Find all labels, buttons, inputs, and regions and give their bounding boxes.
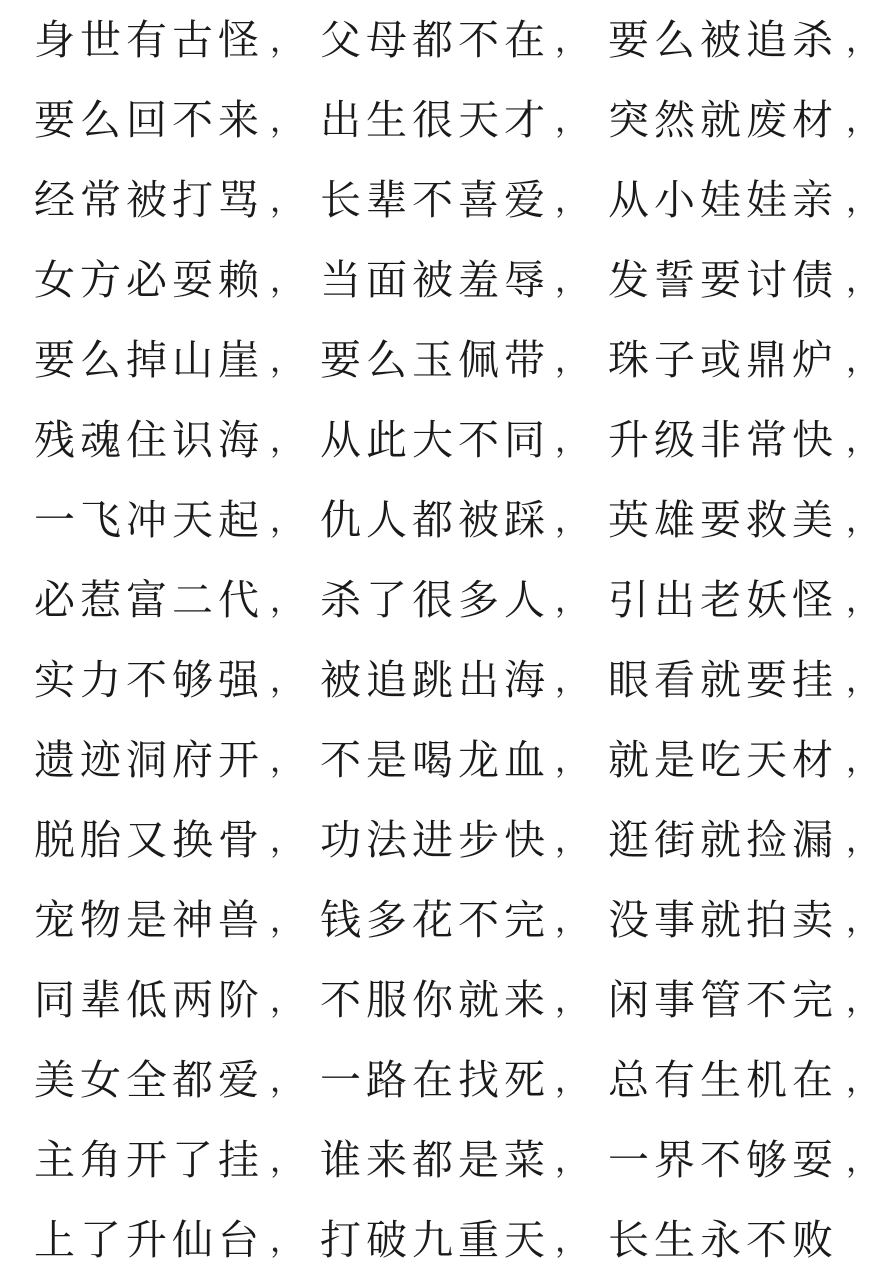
- verse-segment: 一路在找死: [320, 1056, 550, 1104]
- comma: ，: [555, 101, 588, 139]
- comma: ，: [270, 341, 303, 379]
- verse-segment: 就是吃天材: [608, 736, 838, 784]
- verse-segment: 仇人都被踩: [320, 496, 550, 544]
- comma: ，: [555, 981, 588, 1019]
- verse-segment: 谁来都是菜: [320, 1136, 550, 1184]
- verse-segment: 从小娃娃亲: [608, 176, 838, 224]
- comma: ，: [555, 421, 588, 459]
- verse-segment: 同辈低两阶: [34, 976, 264, 1024]
- verse-segment: 打破九重天: [320, 1216, 550, 1264]
- verse-segment: 父母都不在: [320, 16, 550, 64]
- verse-segment: 突然就废材: [608, 96, 838, 144]
- verse-segment: 实力不够强: [34, 656, 264, 704]
- comma: ，: [846, 341, 879, 379]
- verse-segment: 总有生机在: [608, 1056, 838, 1104]
- poem-line-7: [0, 480, 880, 560]
- comma: ，: [270, 101, 303, 139]
- poem-line-13: [0, 960, 880, 1040]
- comma: ，: [270, 901, 303, 939]
- comma: ，: [846, 1061, 879, 1099]
- comma: ，: [846, 901, 879, 939]
- comma: ，: [846, 821, 879, 859]
- verse-segment: 要么玉佩带: [320, 336, 550, 384]
- verse-segment: 女方必耍赖: [34, 256, 264, 304]
- comma: ，: [270, 21, 303, 59]
- verse-segment: 必惹富二代: [34, 576, 264, 624]
- verse-segment: 当面被羞辱: [320, 256, 550, 304]
- comma: ，: [555, 821, 588, 859]
- verse-segment: 发誓要讨债: [608, 256, 838, 304]
- verse-segment: 要么被追杀: [608, 16, 838, 64]
- comma: ，: [555, 1221, 588, 1259]
- comma: ，: [846, 581, 879, 619]
- verse-segment: 出生很天才: [320, 96, 550, 144]
- poem-line-8: [0, 560, 880, 640]
- comma: ，: [270, 661, 303, 699]
- verse-segment: 升级非常快: [608, 416, 838, 464]
- comma: ，: [846, 261, 879, 299]
- poem-line-1: [0, 0, 880, 80]
- verse-segment: 不是喝龙血: [320, 736, 550, 784]
- verse-segment: 上了升仙台: [34, 1216, 264, 1264]
- comma: ，: [555, 21, 588, 59]
- comma: ，: [270, 581, 303, 619]
- poem-line-2: [0, 80, 880, 160]
- verse-segment: 要么掉山崖: [34, 336, 264, 384]
- verse-segment: 宠物是神兽: [34, 896, 264, 944]
- verse-segment: 钱多花不完: [320, 896, 550, 944]
- verse-segment: 功法进步快: [320, 816, 550, 864]
- poem-line-12: [0, 880, 880, 960]
- verse-segment: 残魂住识海: [34, 416, 264, 464]
- verse-segment: 杀了很多人: [320, 576, 550, 624]
- poem-line-4: [0, 240, 880, 320]
- verse-segment: 要么回不来: [34, 96, 264, 144]
- verse-segment: 美女全都爱: [34, 1056, 264, 1104]
- verse-segment: 珠子或鼎炉: [608, 336, 838, 384]
- comma: ，: [555, 261, 588, 299]
- poem-line-14: [0, 1040, 880, 1120]
- comma: ，: [555, 1141, 588, 1179]
- verse-segment: 引出老妖怪: [608, 576, 838, 624]
- comma: ，: [846, 981, 879, 1019]
- verse-segment: 被追跳出海: [320, 656, 550, 704]
- comma: ，: [270, 261, 303, 299]
- verse-segment: 长生永不败: [608, 1216, 838, 1264]
- verse-segment: 脱胎又换骨: [34, 816, 264, 864]
- comma: ，: [270, 181, 303, 219]
- verse-segment: 不服你就来: [320, 976, 550, 1024]
- comma: ，: [846, 101, 879, 139]
- poem-line-10: [0, 720, 880, 800]
- poem-line-6: [0, 400, 880, 480]
- comma: ，: [555, 661, 588, 699]
- comma: ，: [846, 181, 879, 219]
- comma: ，: [555, 741, 588, 779]
- comma: ，: [270, 981, 303, 1019]
- verse-segment: 身世有古怪: [34, 16, 264, 64]
- verse-segment: 一飞冲天起: [34, 496, 264, 544]
- poem-line-3: [0, 160, 880, 240]
- comma: ，: [555, 1061, 588, 1099]
- comma: ，: [270, 1141, 303, 1179]
- verse-segment: 眼看就要挂: [608, 656, 838, 704]
- poem-line-9: [0, 640, 880, 720]
- comma: ，: [846, 1141, 879, 1179]
- comma: ，: [270, 821, 303, 859]
- comma: ，: [270, 501, 303, 539]
- comma: ，: [846, 21, 879, 59]
- verse-segment: 没事就拍卖: [608, 896, 838, 944]
- verse-segment: 遗迹洞府开: [34, 736, 264, 784]
- poem-line-16: [0, 1200, 880, 1280]
- verse-segment: 主角开了挂: [34, 1136, 264, 1184]
- comma: ，: [555, 341, 588, 379]
- comma: ，: [270, 1221, 303, 1259]
- verse-segment: 闲事管不完: [608, 976, 838, 1024]
- comma: ，: [846, 421, 879, 459]
- comma: ，: [555, 581, 588, 619]
- comma: ，: [846, 661, 879, 699]
- comma: ，: [555, 181, 588, 219]
- verse-segment: 从此大不同: [320, 416, 550, 464]
- verse-segment: 英雄要救美: [608, 496, 838, 544]
- comma: ，: [270, 421, 303, 459]
- poem-line-5: [0, 320, 880, 400]
- comma: ，: [555, 501, 588, 539]
- comma: ，: [555, 901, 588, 939]
- verse-segment: 经常被打骂: [34, 176, 264, 224]
- comma: ，: [270, 741, 303, 779]
- verse-segment: 长辈不喜爱: [320, 176, 550, 224]
- comma: ，: [846, 501, 879, 539]
- poem-line-15: [0, 1120, 880, 1200]
- verse-segment: 逛街就捡漏: [608, 816, 838, 864]
- comma: ，: [846, 741, 879, 779]
- verse-segment: 一界不够耍: [608, 1136, 838, 1184]
- comma: ，: [270, 1061, 303, 1099]
- poem-line-11: [0, 800, 880, 880]
